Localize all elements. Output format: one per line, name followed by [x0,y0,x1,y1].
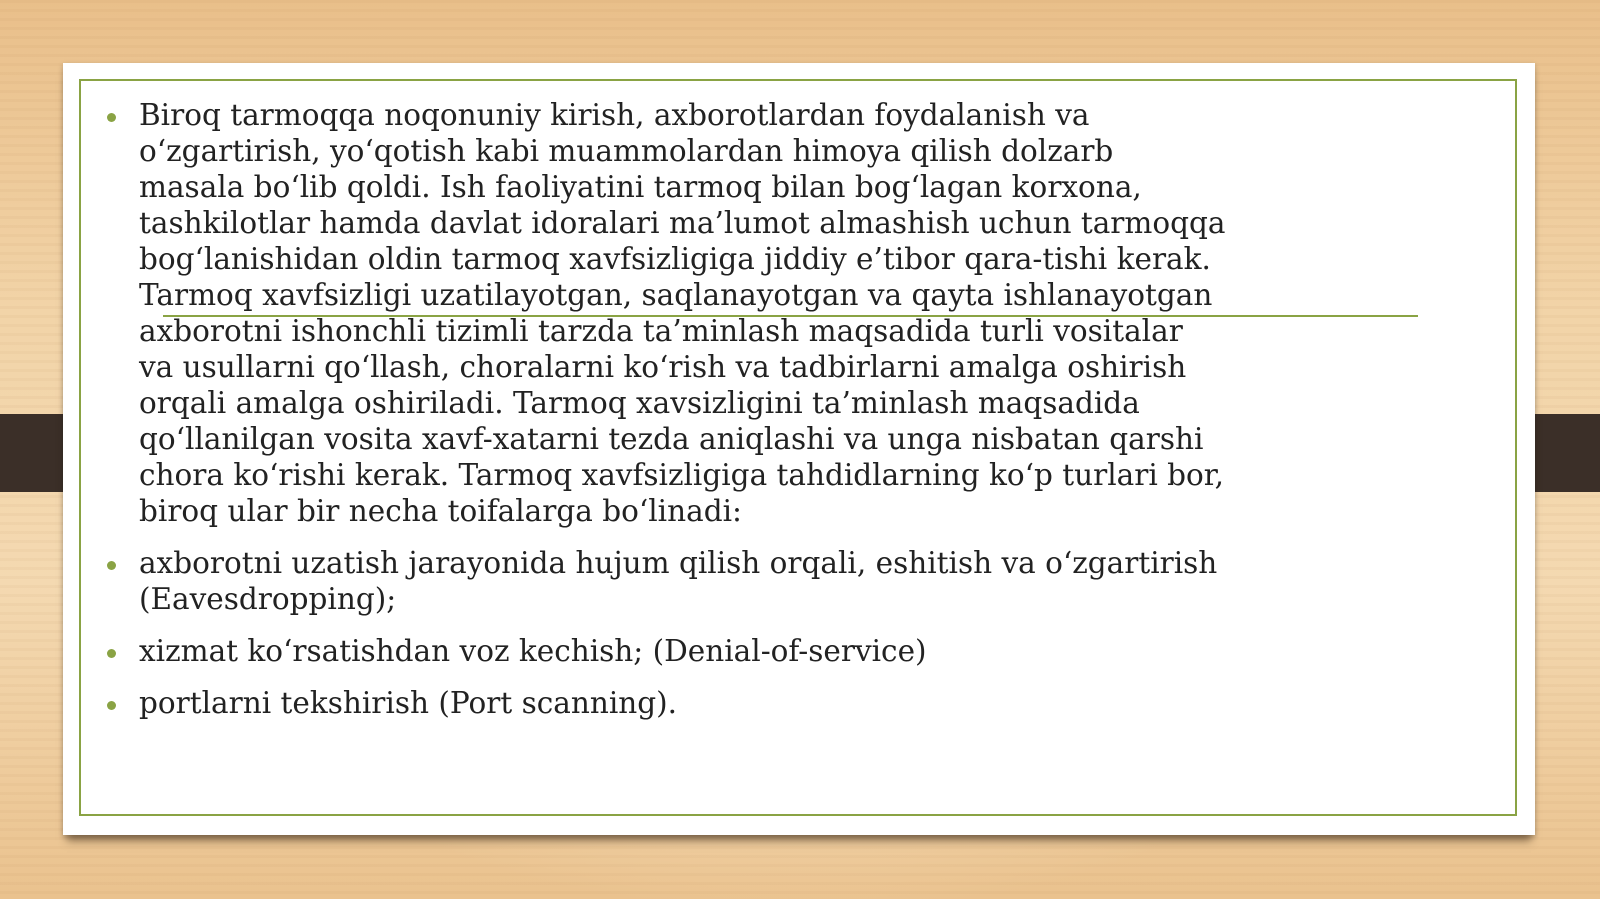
bullet-item-intro [103,97,1393,529]
bullet-line: o‘zgartirish, yo‘qotish kabi muammolardan himoya qilish dolzarb [139,134,1114,168]
bullet-dot-icon [107,701,116,710]
bullet-line: axborotni ishonchli tizimli tarzda ta’minlash maqsadida turli vositalar [139,314,1183,348]
bullet-line: (Eavesdropping); [139,582,397,616]
bullet-dot-icon [107,113,116,122]
bullet-line: chora ko‘rishi kerak. Tarmoq xavfsizligiga tahdidlarning ko‘p turlari bor, [139,458,1225,492]
bullet-line: qo‘llanilgan vosita xavf-xatarni tezda aniqlashi va unga nisbatan qarshi [139,422,1204,456]
bullet-item-eavesdropping [103,545,1393,617]
bullet-item-port-scanning [103,685,1393,721]
bullet-line: biroq ular bir necha toifalarga bo‘linadi: [139,494,742,528]
bullet-item-denial-of-service [103,633,1393,669]
bullet-list [103,97,1393,737]
bullet-line: Biroq tarmoqqa noqonuniy kirish, axborotlardan foydalanish va [139,98,1090,132]
bullet-line: xizmat ko‘rsatishdan voz kechish; (Denial-of-service) [139,634,927,668]
bullet-line: tashkilotlar hamda davlat idoralari ma’lumot almashish uchun tarmoqqa [139,206,1226,240]
slide-paper [63,63,1535,835]
bullet-line: Tarmoq xavfsizligi uzatilayotgan, saqlanayotgan va qayta ishlanayotgan [139,278,1213,312]
bullet-line: masala bo‘lib qoldi. Ish faoliyatini tarmoq bilan bog‘lagan korxona, [139,170,1142,204]
bullet-line: bog‘lanishidan oldin tarmoq xavfsizligiga jiddiy e’tibor qara-tishi kerak. [139,242,1211,276]
bullet-dot-icon [107,649,116,658]
bullet-line: portlarni tekshirish (Port scanning). [139,686,678,720]
bullet-line: orqali amalga oshiriladi. Tarmoq xavsizligini ta’minlash maqsadida [139,386,1140,420]
bullet-dot-icon [107,561,116,570]
bullet-line: axborotni uzatish jarayonida hujum qilish orqali, eshitish va o‘zgartirish [139,546,1218,580]
bullet-line: va usullarni qo‘llash, choralarni ko‘rish va tadbirlarni amalga oshirish [139,350,1187,384]
